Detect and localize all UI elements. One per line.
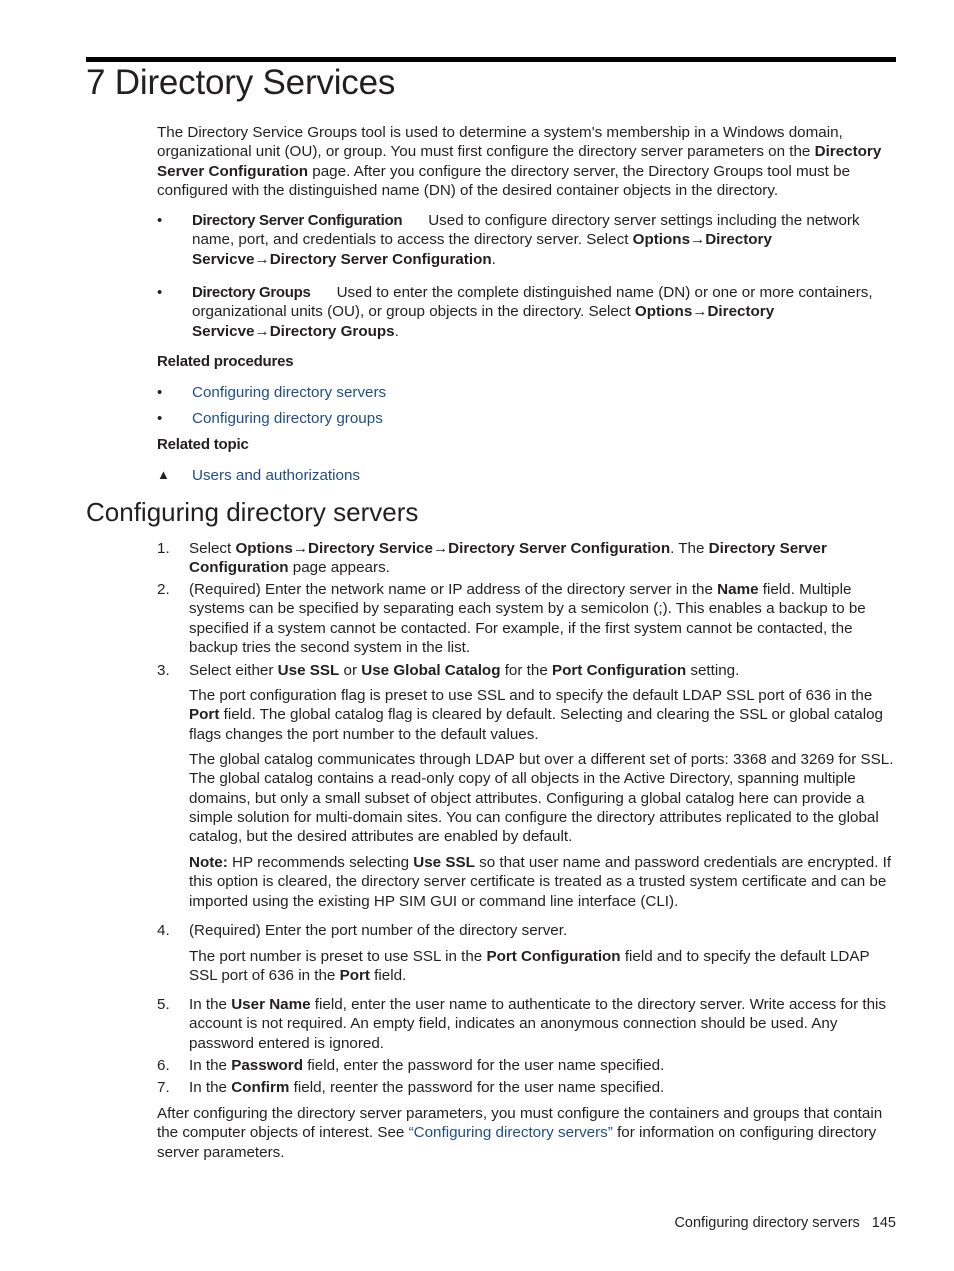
bullet-marker: • <box>157 284 163 301</box>
step-4-paragraph: The port number is preset to use SSL in the Port Configuration field and to specify the default LDAP SSL port of 636 in the Port field. <box>189 948 870 985</box>
step-4: (Required) Enter the port number of the directory server. <box>189 922 568 939</box>
link-users-and-authorizations[interactable]: Users and authorizations <box>192 467 360 484</box>
step-number: 6. <box>157 1057 170 1074</box>
triangle-icon: ▲ <box>157 467 170 482</box>
step-3: Select either Use SSL or Use Global Catalog for the Port Configuration setting. <box>189 662 740 679</box>
chapter-rule <box>86 57 896 62</box>
chapter-title: 7 Directory Services <box>86 63 396 102</box>
step-3-paragraph-global-catalog: The global catalog communicates through LDAP but over a different set of ports: 3368 and 3269 for SSL. The global catalog contains a read-only copy of all objects in the Active Directory, spanning multiple domains, but only a small subset of object attributes. Configuring a global catalog here can provide a simple solution for multi-domain sites. You can configure the directory attributes replicated to the global catalog, but the desired attributes are enabled by default. <box>189 751 894 846</box>
bullet-marker: • <box>157 212 163 229</box>
intro-paragraph: The Directory Service Groups tool is used to determine a system's membership in a Windows domain, organizational unit (OU), or group. You must first configure the directory server parameters on the Directory Server Configuration page. After you configure the directory server, the Directory Groups tool must be configured with the distinguished name (DN) of the desired container objects in the directory. <box>157 124 882 199</box>
link-configuring-directory-groups[interactable]: Configuring directory groups <box>192 410 383 427</box>
closing-paragraph: After configuring the directory server parameters, you must configure the containers and groups that contain the computer objects of interest. See “Configuring directory servers” for information on configuring directory server parameters. <box>157 1105 883 1161</box>
section-title: Configuring directory servers <box>86 497 419 527</box>
bullet-marker: • <box>157 384 163 401</box>
bullet-directory-server-config: Directory Server Configuration Used to configure directory server settings including the network name, port, and credentials to access the directory server. Select Options→Directory Servicve→Directory Server Configuration. <box>192 212 860 268</box>
step-number: 7. <box>157 1079 170 1096</box>
related-topic-heading: Related topic <box>157 436 249 453</box>
step-7: In the Confirm field, reenter the password for the user name specified. <box>189 1079 665 1096</box>
step-number: 3. <box>157 662 170 679</box>
step-3-note: Note: HP recommends selecting Use SSL so that user name and password credentials are encrypted. If this option is cleared, the directory server certificate is treated as a trusted system certificate and can be imported using the existing HP SIM GUI or command line interface (CLI). <box>189 854 892 910</box>
step-6: In the Password field, enter the password for the user name specified. <box>189 1057 665 1074</box>
link-configuring-directory-servers-inline[interactable]: “Configuring directory servers” <box>408 1124 613 1142</box>
step-3-paragraph-port-flag: The port configuration flag is preset to use SSL and to specify the default LDAP SSL port of 636 in the Port field. The global catalog flag is cleared by default. Selecting and clearing the SSL or global catalog flags changes the port number to the default values. <box>189 687 883 743</box>
step-number: 4. <box>157 922 170 939</box>
step-number: 5. <box>157 996 170 1013</box>
bullet-marker: • <box>157 410 163 427</box>
step-2: (Required) Enter the network name or IP address of the directory server in the Name field. Multiple systems can be specified by separating each system by a semicolon (;). This enables a backup to be specified if a system cannot be contacted. For example, if the first system cannot be contacted, the backup tries the second system in the list. <box>189 581 866 656</box>
related-procedures-heading: Related procedures <box>157 353 294 370</box>
step-number: 2. <box>157 581 170 598</box>
step-5: In the User Name field, enter the user name to authenticate to the directory server. Write access for this account is not required. An empty field, indicates an anonymous connection should be used. Any password entered is ignored. <box>189 996 887 1052</box>
page-number: 145 <box>871 1215 896 1231</box>
step-1: Select Options→Directory Service→Directory Server Configuration. The Directory Server Configuration page appears. <box>189 540 827 577</box>
page-footer <box>674 1215 896 1231</box>
step-number: 1. <box>157 540 170 557</box>
bullet-directory-groups: Directory Groups Used to enter the complete distinguished name (DN) or one or more containers, organizational units (OU), or group objects in the directory. Select Options→Directory Servicve→Directory Groups. <box>192 284 873 340</box>
footer-section: Configuring directory servers <box>674 1215 860 1231</box>
link-configuring-directory-servers[interactable]: Configuring directory servers <box>192 384 387 401</box>
